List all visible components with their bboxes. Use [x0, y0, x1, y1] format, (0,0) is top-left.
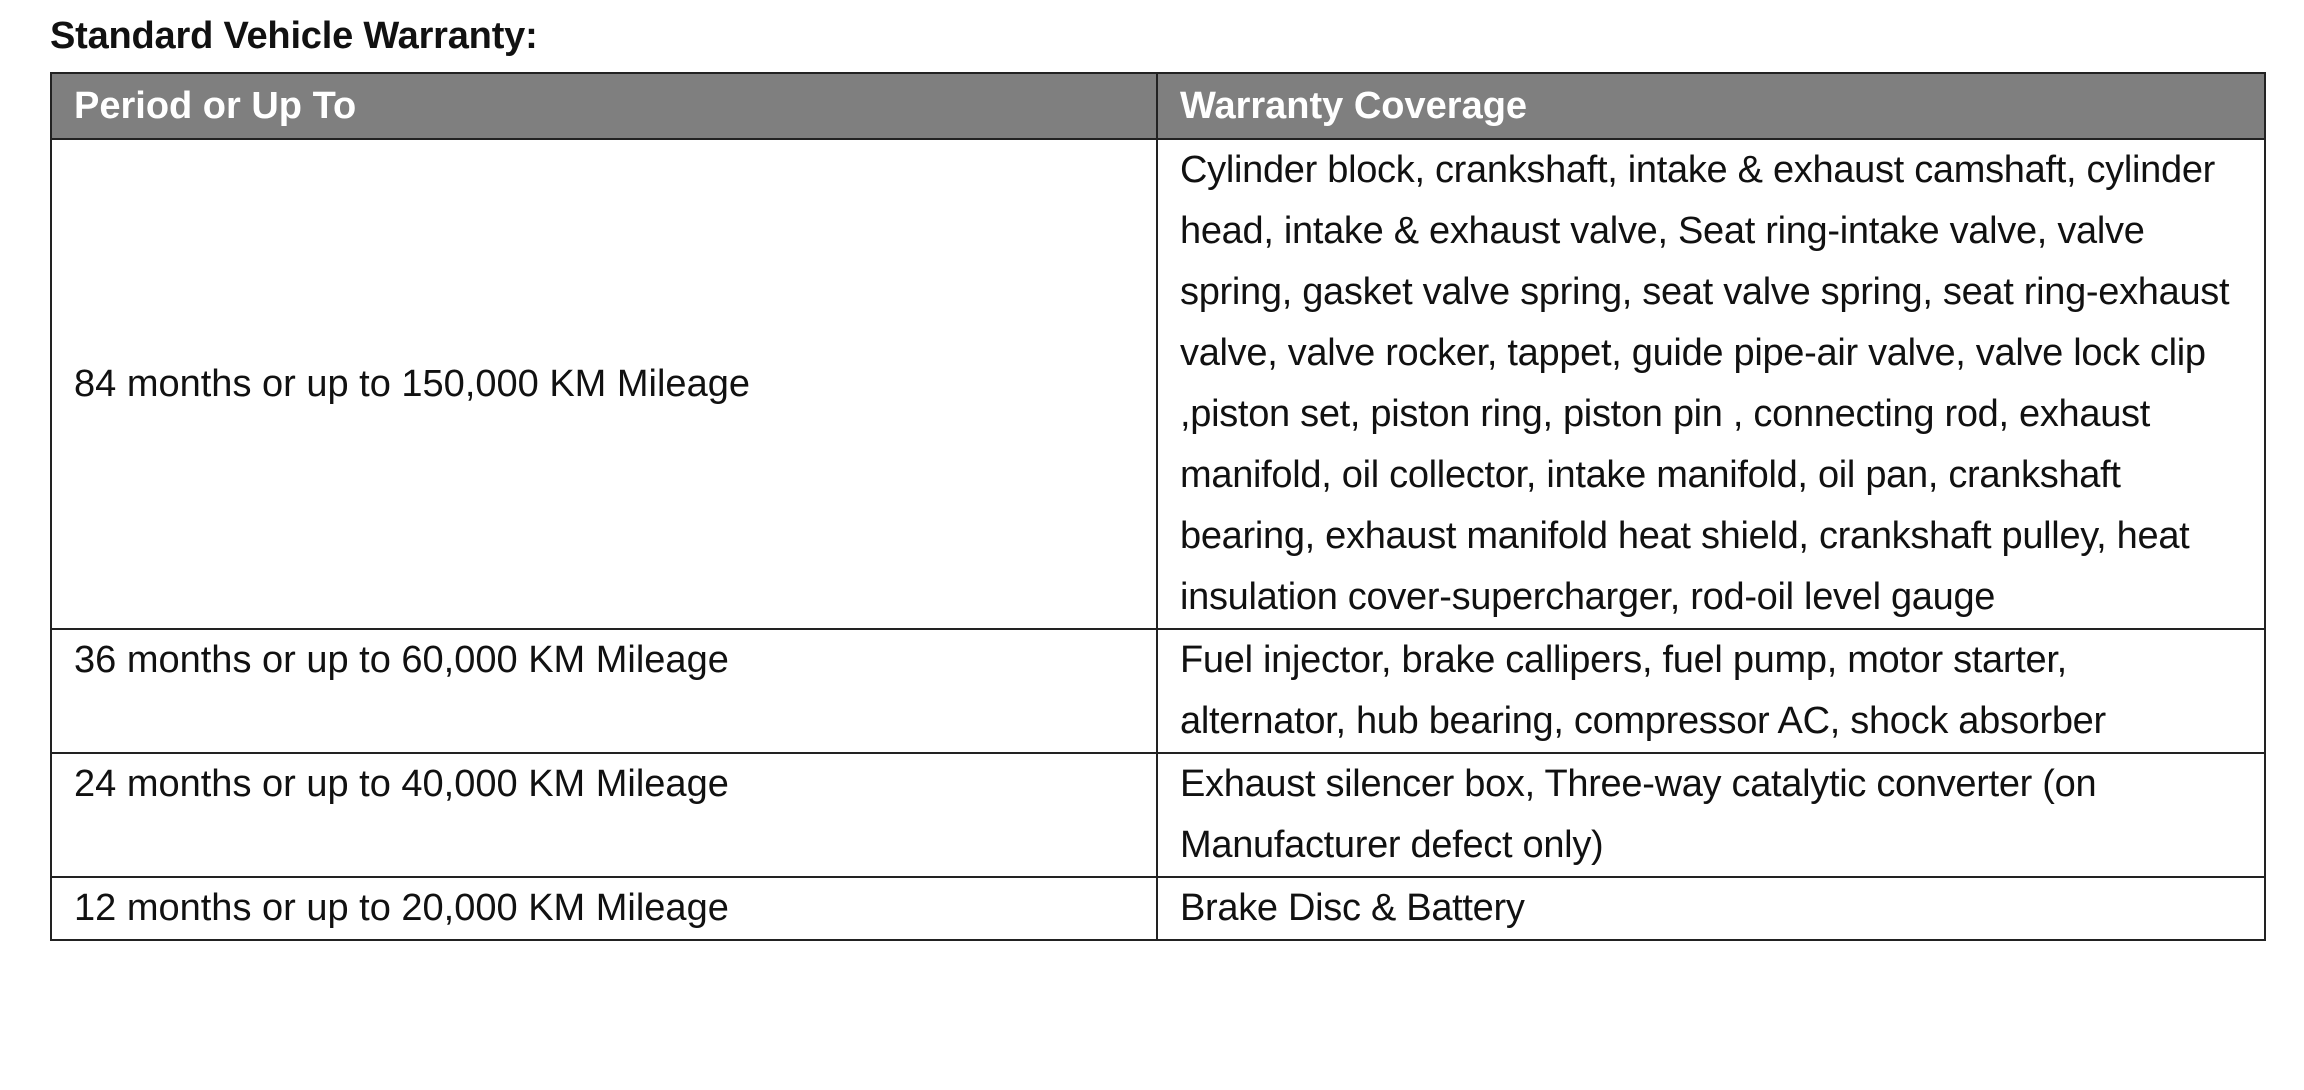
period-cell: 84 months or up to 150,000 KM Mileage	[51, 139, 1157, 629]
column-header-period: Period or Up To	[51, 73, 1157, 139]
table-row	[51, 753, 2265, 877]
coverage-cell: Fuel injector, brake callipers, fuel pump, motor starter, alternator, hub bearing, compressor AC, shock absorber	[1157, 629, 2265, 753]
table-row	[51, 877, 2265, 940]
warranty-table	[50, 72, 2266, 941]
table-row	[51, 139, 2265, 629]
period-cell: 24 months or up to 40,000 KM Mileage	[51, 753, 1157, 877]
coverage-cell: Brake Disc & Battery	[1157, 877, 2265, 940]
coverage-cell: Exhaust silencer box, Three-way catalytic converter (on Manufacturer defect only)	[1157, 753, 2265, 877]
page-title: Standard Vehicle Warranty:	[50, 15, 538, 57]
table-header-row	[51, 73, 2265, 139]
column-header-coverage: Warranty Coverage	[1157, 73, 2265, 139]
period-cell: 36 months or up to 60,000 KM Mileage	[51, 629, 1157, 753]
period-cell: 12 months or up to 20,000 KM Mileage	[51, 877, 1157, 940]
coverage-cell: Cylinder block, crankshaft, intake & exhaust camshaft, cylinder head, intake & exhaust valve, Seat ring-intake valve, valve spring, gasket valve spring, seat valve spring, seat ring-exhaust valve, valve rocker, tappet, guide pipe-air valve, valve lock clip ,piston set, piston ring, piston pin , connecting rod, exhaust manifold, oil collector, intake manifold, oil pan, crankshaft bearing, exhaust manifold heat shield, crankshaft pulley, heat insulation cover-supercharger, rod-oil level gauge	[1157, 139, 2265, 629]
table-row	[51, 629, 2265, 753]
